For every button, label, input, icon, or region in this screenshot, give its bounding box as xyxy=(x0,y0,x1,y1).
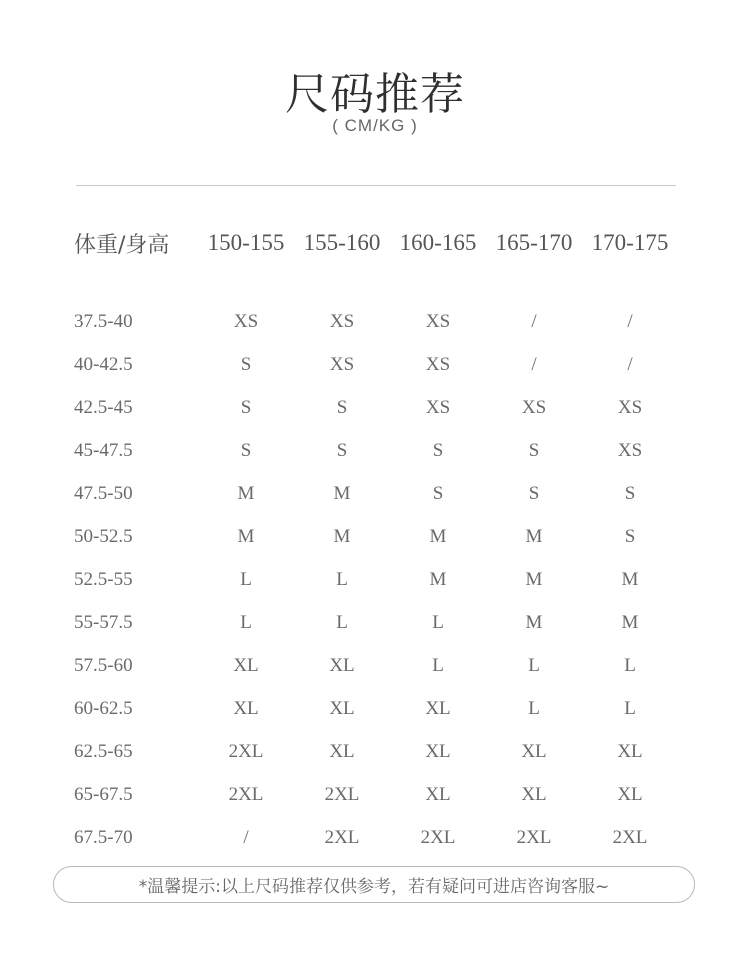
size-cell: S xyxy=(240,439,252,461)
size-cell: M xyxy=(525,525,543,547)
size-cell: L xyxy=(240,568,252,590)
size-cell: XL xyxy=(329,740,355,762)
weight-range-cell: 60-62.5 xyxy=(74,697,133,719)
table-row xyxy=(74,816,678,859)
size-cell: S xyxy=(240,396,252,418)
table-row xyxy=(74,343,678,386)
size-cell: / xyxy=(531,353,537,375)
table-header-row xyxy=(74,220,678,266)
size-cell: S xyxy=(624,525,636,547)
size-cell: S xyxy=(336,439,348,461)
weight-range-cell: 67.5-70 xyxy=(74,826,133,848)
height-range-header: 170-175 xyxy=(591,230,669,255)
size-cell: XL xyxy=(617,740,643,762)
size-cell: XS xyxy=(329,310,355,332)
size-cell: XS xyxy=(233,310,259,332)
table-row xyxy=(74,515,678,558)
size-cell: L xyxy=(336,568,348,590)
size-cell: L xyxy=(240,611,252,633)
size-cell: 2XL xyxy=(420,826,456,848)
table-row xyxy=(74,601,678,644)
size-cell: L xyxy=(432,654,444,676)
size-cell: XS xyxy=(425,396,451,418)
size-cell: 2XL xyxy=(228,740,264,762)
size-cell: XL xyxy=(521,740,547,762)
tip-note: *温馨提示:以上尺码推荐仅供参考，若有疑问可进店咨询客服~ xyxy=(53,866,695,903)
size-cell: M xyxy=(621,611,639,633)
size-cell: 2XL xyxy=(612,826,648,848)
size-cell: / xyxy=(627,353,633,375)
size-cell: XL xyxy=(233,654,259,676)
table-row xyxy=(74,558,678,601)
weight-range-cell: 52.5-55 xyxy=(74,568,133,590)
table-row xyxy=(74,266,678,343)
unit-subtitle: ( CM/KG ) xyxy=(332,116,418,135)
size-cell: M xyxy=(237,525,255,547)
size-cell: XS xyxy=(617,439,643,461)
size-cell: M xyxy=(237,482,255,504)
weight-range-cell: 42.5-45 xyxy=(74,396,133,418)
size-cell: XL xyxy=(329,697,355,719)
size-cell: XL xyxy=(329,654,355,676)
size-cell: XL xyxy=(425,783,451,805)
size-cell: XS xyxy=(425,310,451,332)
weight-range-cell: 50-52.5 xyxy=(74,525,133,547)
weight-range-cell: 47.5-50 xyxy=(74,482,133,504)
size-cell: S xyxy=(528,482,540,504)
size-cell: XL xyxy=(521,783,547,805)
size-cell: XL xyxy=(425,697,451,719)
size-cell: S xyxy=(528,439,540,461)
size-cell: / xyxy=(531,310,537,332)
size-cell: XS xyxy=(521,396,547,418)
size-cell: S xyxy=(432,482,444,504)
table-body xyxy=(74,266,678,859)
size-cell: XL xyxy=(617,783,643,805)
size-table xyxy=(74,220,678,859)
size-cell: L xyxy=(624,654,636,676)
size-cell: L xyxy=(432,611,444,633)
table-row xyxy=(74,386,678,429)
size-cell: XS xyxy=(329,353,355,375)
size-cell: L xyxy=(336,611,348,633)
size-cell: XL xyxy=(425,740,451,762)
size-cell: S xyxy=(240,353,252,375)
size-cell: M xyxy=(333,482,351,504)
size-cell: M xyxy=(525,568,543,590)
divider xyxy=(76,185,676,186)
weight-range-cell: 65-67.5 xyxy=(74,783,133,805)
height-range-header: 150-155 xyxy=(207,230,285,255)
size-cell: M xyxy=(333,525,351,547)
size-cell: L xyxy=(624,697,636,719)
table-row xyxy=(74,644,678,687)
size-cell: M xyxy=(621,568,639,590)
height-range-header: 160-165 xyxy=(399,230,477,255)
size-cell: S xyxy=(624,482,636,504)
size-cell: M xyxy=(525,611,543,633)
weight-range-cell: 40-42.5 xyxy=(74,353,133,375)
size-cell: M xyxy=(429,525,447,547)
size-cell: 2XL xyxy=(228,783,264,805)
corner-header: 体重/身高 xyxy=(74,232,170,258)
table-row xyxy=(74,429,678,472)
table-row xyxy=(74,687,678,730)
size-cell: S xyxy=(432,439,444,461)
size-cell: M xyxy=(429,568,447,590)
weight-range-cell: 62.5-65 xyxy=(74,740,133,762)
table-row xyxy=(74,773,678,816)
weight-range-cell: 45-47.5 xyxy=(74,439,133,461)
size-cell: XS xyxy=(425,353,451,375)
size-cell: S xyxy=(336,396,348,418)
table-row xyxy=(74,730,678,773)
height-range-header: 155-160 xyxy=(303,230,381,255)
size-cell: / xyxy=(243,826,249,848)
height-range-header: 165-170 xyxy=(495,230,573,255)
size-cell: 2XL xyxy=(516,826,552,848)
size-cell: / xyxy=(627,310,633,332)
size-cell: XS xyxy=(617,396,643,418)
size-cell: 2XL xyxy=(324,826,360,848)
weight-range-cell: 57.5-60 xyxy=(74,654,133,676)
weight-range-cell: 37.5-40 xyxy=(74,310,133,332)
table-row xyxy=(74,472,678,515)
size-cell: XL xyxy=(233,697,259,719)
size-cell: 2XL xyxy=(324,783,360,805)
size-cell: L xyxy=(528,654,540,676)
size-cell: L xyxy=(528,697,540,719)
page-title: 尺码推荐 xyxy=(285,69,465,120)
weight-range-cell: 55-57.5 xyxy=(74,611,133,633)
